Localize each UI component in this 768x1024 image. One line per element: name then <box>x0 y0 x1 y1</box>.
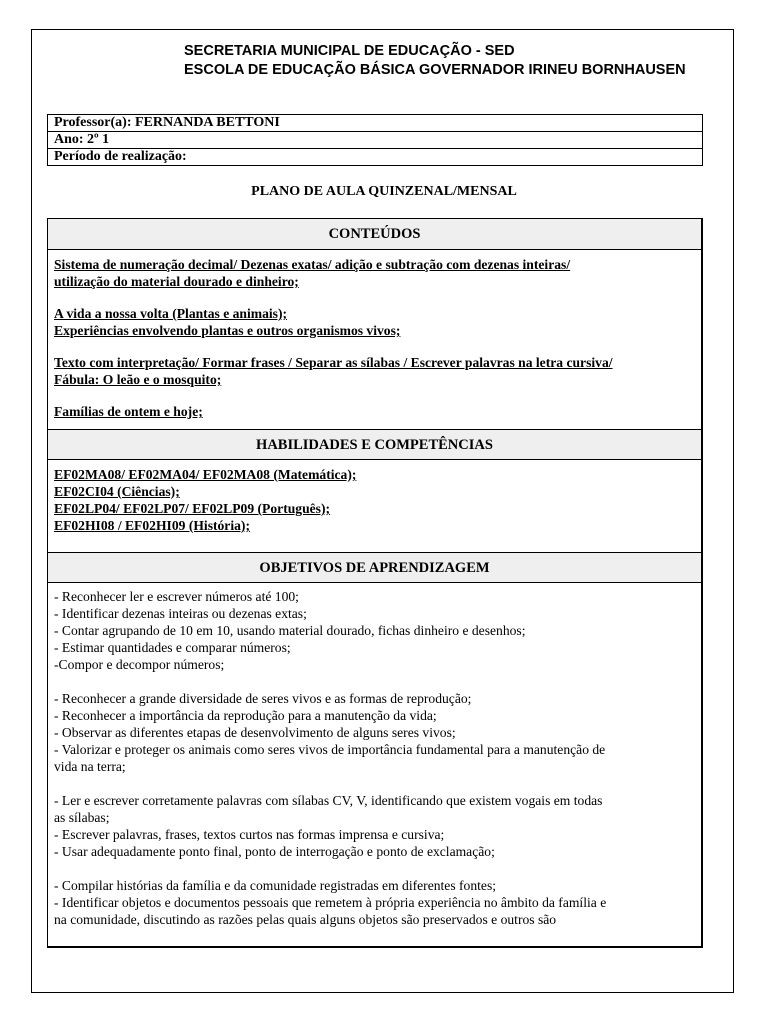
objetivo-line: - Identificar objetos e documentos pessoais que remetem à própria experiência no âmbito da família e <box>54 895 607 910</box>
habilidade-line: EF02LP04/ EF02LP07/ EF02LP09 (Português); <box>54 501 331 516</box>
habilidades-header: HABILIDADES E COMPETÊNCIAS <box>48 429 701 460</box>
conteudo-line: Fábula: O leão e o mosquito; <box>54 372 222 387</box>
habilidade-line: EF02HI08 / EF02HI09 (História); <box>54 518 250 533</box>
plan-title: PLANO DE AULA QUINZENAL/MENSAL <box>251 184 517 199</box>
objetivo-line: - Estimar quantidades e comparar números; <box>54 640 291 655</box>
conteudo-line: Experiências envolvendo plantas e outros organismos vivos; <box>54 323 401 338</box>
objetivos-header: OBJETIVOS DE APRENDIZAGEM <box>48 552 701 583</box>
plan-table <box>47 218 703 948</box>
conteudo-line: Famílias de ontem e hoje; <box>54 404 203 419</box>
conteudo-line: Sistema de numeração decimal/ Dezenas exatas/ adição e subtração com dezenas inteiras/ <box>54 257 571 272</box>
objetivo-line: - Identificar dezenas inteiras ou dezenas extas; <box>54 606 307 621</box>
conteudo-line: Texto com interpretação/ Formar frases / Separar as sílabas / Escrever palavras na letra cursiva/ <box>54 355 613 370</box>
conteudos-body <box>54 256 695 420</box>
objetivo-line: na comunidade, discutindo as razões pelas quais alguns objetos são preservados e outros são <box>54 912 557 927</box>
habilidades-body <box>54 466 695 534</box>
objetivo-line: -Compor e decompor números; <box>54 657 225 672</box>
teacher-info-table <box>47 114 703 166</box>
conteudo-line: A vida a nossa volta (Plantas e animais); <box>54 306 287 321</box>
objetivo-line: vida na terra; <box>54 759 126 774</box>
objetivo-line: - Compilar histórias da família e da comunidade registradas em diferentes fontes; <box>54 878 497 893</box>
secretaria-heading: SECRETARIA MUNICIPAL DE EDUCAÇÃO - SED <box>184 43 515 59</box>
objetivo-line: - Contar agrupando de 10 em 10, usando material dourado, fichas dinheiro e desenhos; <box>54 623 526 638</box>
habilidade-line: EF02CI04 (Ciências); <box>54 484 180 499</box>
habilidade-line: EF02MA08/ EF02MA04/ EF02MA08 (Matemática); <box>54 467 357 482</box>
conteudos-header: CONTEÚDOS <box>48 219 701 250</box>
periodo-field: Período de realização: <box>48 149 703 166</box>
objetivo-line: - Reconhecer a importância da reprodução para a manutenção da vida; <box>54 708 437 723</box>
ano-field: Ano: 2º 1 <box>48 132 703 149</box>
objetivo-line: - Ler e escrever corretamente palavras com sílabas CV, V, identificando que existem vogais em todas <box>54 793 603 808</box>
objetivo-line: - Reconhecer a grande diversidade de seres vivos e as formas de reprodução; <box>54 691 472 706</box>
objetivos-body <box>54 588 695 928</box>
objetivo-line: - Escrever palavras, frases, textos curtos nas formas imprensa e cursiva; <box>54 827 445 842</box>
objetivo-line: - Valorizar e proteger os animais como seres vivos de importância fundamental para a manutenção de <box>54 742 606 757</box>
conteudo-line: utilização do material dourado e dinheiro; <box>54 274 299 289</box>
objetivo-line: as sílabas; <box>54 810 110 825</box>
objetivo-line: - Reconhecer ler e escrever números até 100; <box>54 589 299 604</box>
professor-field: Professor(a): FERNANDA BETTONI <box>48 115 703 132</box>
objetivo-line: - Usar adequadamente ponto final, ponto de interrogação e ponto de exclamação; <box>54 844 495 859</box>
school-heading: ESCOLA DE EDUCAÇÃO BÁSICA GOVERNADOR IRINEU BORNHAUSEN <box>184 62 686 78</box>
objetivo-line: - Observar as diferentes etapas de desenvolvimento de alguns seres vivos; <box>54 725 456 740</box>
